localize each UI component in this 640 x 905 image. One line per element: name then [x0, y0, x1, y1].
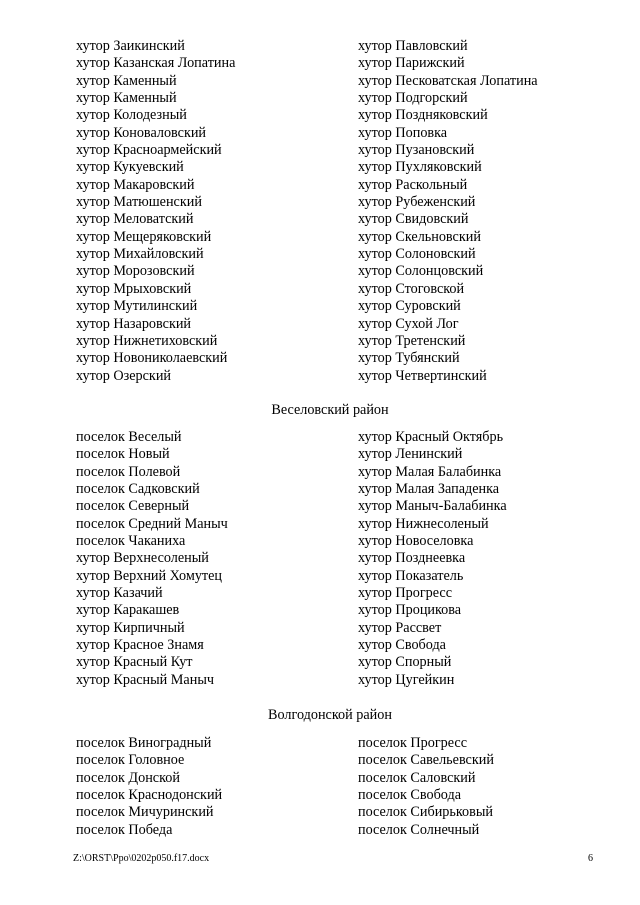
list-item: хутор Спорный	[358, 654, 452, 671]
list-item: хутор Парижский	[358, 55, 465, 72]
list-item: поселок Северный	[76, 498, 190, 515]
list-item: хутор Песковатская Лопатина	[358, 72, 538, 89]
list-item: хутор Третенский	[358, 332, 466, 349]
list-item: поселок Савельевский	[358, 752, 494, 769]
list-item: поселок Сибирьковый	[358, 804, 493, 821]
list-item: хутор Свидовский	[358, 211, 469, 228]
list-item: поселок Донской	[76, 769, 180, 786]
list-item: хутор Малая Западенка	[358, 481, 500, 498]
list-item: хутор Рубеженский	[358, 194, 476, 211]
list-item: хутор Рассвет	[358, 619, 442, 636]
list-item: хутор Красноармейский	[76, 142, 222, 159]
page-number: 6	[588, 853, 593, 864]
list-item: хутор Михайловский	[76, 246, 204, 263]
block1-right-column	[358, 38, 576, 385]
list-item: хутор Каменный	[76, 72, 177, 89]
block1	[76, 38, 576, 385]
list-item: хутор Красный Кут	[76, 654, 193, 671]
list-item: хутор Свобода	[358, 637, 446, 654]
list-item: хутор Заикинский	[76, 38, 185, 54]
list-item: хутор Павловский	[358, 38, 468, 54]
district-heading-veselovsky: Веселовский район	[271, 402, 389, 418]
list-item: поселок Солнечный	[358, 821, 480, 838]
list-item: хутор Нижнесоленый	[358, 515, 489, 532]
list-item: хутор Каменный	[76, 90, 177, 107]
list-item: хутор Колодезный	[76, 107, 187, 124]
list-item: поселок Виноградный	[76, 735, 212, 751]
list-item: хутор Солонцовский	[358, 263, 484, 280]
list-item: поселок Новый	[76, 446, 170, 463]
block3-right-column	[358, 735, 576, 839]
list-item: поселок Головное	[76, 752, 185, 769]
list-item: хутор Прогресс	[358, 585, 452, 602]
list-item: поселок Свобода	[358, 787, 461, 804]
list-item: хутор Казанская Лопатина	[76, 55, 236, 72]
list-item: хутор Коноваловский	[76, 124, 207, 141]
list-item: хутор Мутилинский	[76, 298, 198, 315]
list-item: хутор Макаровский	[76, 176, 195, 193]
list-item: хутор Нижнетиховский	[76, 332, 218, 349]
list-item: хутор Красное Знамя	[76, 637, 204, 654]
list-item: хутор Цугейкин	[358, 671, 455, 688]
list-item: хутор Верхний Хомутец	[76, 567, 223, 584]
list-item: хутор Казачий	[76, 585, 163, 602]
list-item: хутор Красный Октябрь	[358, 429, 504, 445]
list-item: хутор Матюшенский	[76, 194, 202, 211]
list-item: хутор Ленинский	[358, 446, 463, 463]
list-item: хутор Пухляковский	[358, 159, 482, 176]
list-item: хутор Мрыховский	[76, 280, 192, 297]
list-item: хутор Верхнесоленый	[76, 550, 209, 567]
list-item: хутор Малая Балабинка	[358, 463, 502, 480]
list-item: хутор Маныч-Балабинка	[358, 498, 507, 515]
list-item: поселок Мичуринский	[76, 804, 214, 821]
district-heading-volgodonskoy: Волгодонской район	[268, 707, 392, 723]
list-item: поселок Веселый	[76, 429, 182, 445]
block2	[76, 429, 576, 689]
list-item: хутор Кирпичный	[76, 619, 185, 636]
block3-left-column	[76, 735, 358, 839]
list-item: хутор Мещеряковский	[76, 228, 212, 245]
list-item: хутор Красный Маныч	[76, 671, 214, 688]
list-item: хутор Поповка	[358, 124, 448, 141]
list-item: хутор Новоселовка	[358, 533, 474, 550]
list-item: поселок Прогресс	[358, 735, 468, 751]
list-item: хутор Солоновский	[358, 246, 476, 263]
list-item: хутор Меловатский	[76, 211, 194, 228]
list-item: хутор Суровский	[358, 298, 461, 315]
block1-left-column	[76, 38, 358, 385]
list-item: хутор Кукуевский	[76, 159, 184, 176]
list-item: хутор Скельновский	[358, 228, 481, 245]
block2-right-column	[358, 429, 576, 689]
list-item: поселок Средний Маныч	[76, 515, 228, 532]
list-item: хутор Сухой Лог	[358, 315, 459, 332]
block2-left-column	[76, 429, 358, 689]
list-item: хутор Подгорский	[358, 90, 468, 107]
list-item: хутор Пузановский	[358, 142, 475, 159]
list-item: поселок Саловский	[358, 769, 476, 786]
list-item: хутор Процикова	[358, 602, 462, 619]
list-item: хутор Морозовский	[76, 263, 195, 280]
list-item: хутор Стоговской	[358, 280, 465, 297]
list-item: хутор Поздняковский	[358, 107, 488, 124]
list-item: хутор Тубянский	[358, 350, 460, 367]
list-item: поселок Победа	[76, 821, 173, 838]
list-item: хутор Каракашев	[76, 602, 180, 619]
list-item: хутор Четвертинский	[358, 367, 487, 384]
list-item: поселок Полевой	[76, 463, 181, 480]
list-item: хутор Назаровский	[76, 315, 192, 332]
block3	[76, 735, 576, 839]
list-item: хутор Озерский	[76, 367, 172, 384]
list-item: хутор Новониколаевский	[76, 350, 228, 367]
list-item: хутор Раскольный	[358, 176, 468, 193]
list-item: поселок Краснодонский	[76, 787, 223, 804]
list-item: хутор Показатель	[358, 567, 464, 584]
footer-file-path: Z:\ORST\Ppo\0202p050.f17.docx	[73, 853, 210, 864]
list-item: поселок Садковский	[76, 481, 200, 498]
list-item: хутор Позднеевка	[358, 550, 466, 567]
list-item: поселок Чаканиха	[76, 533, 186, 550]
